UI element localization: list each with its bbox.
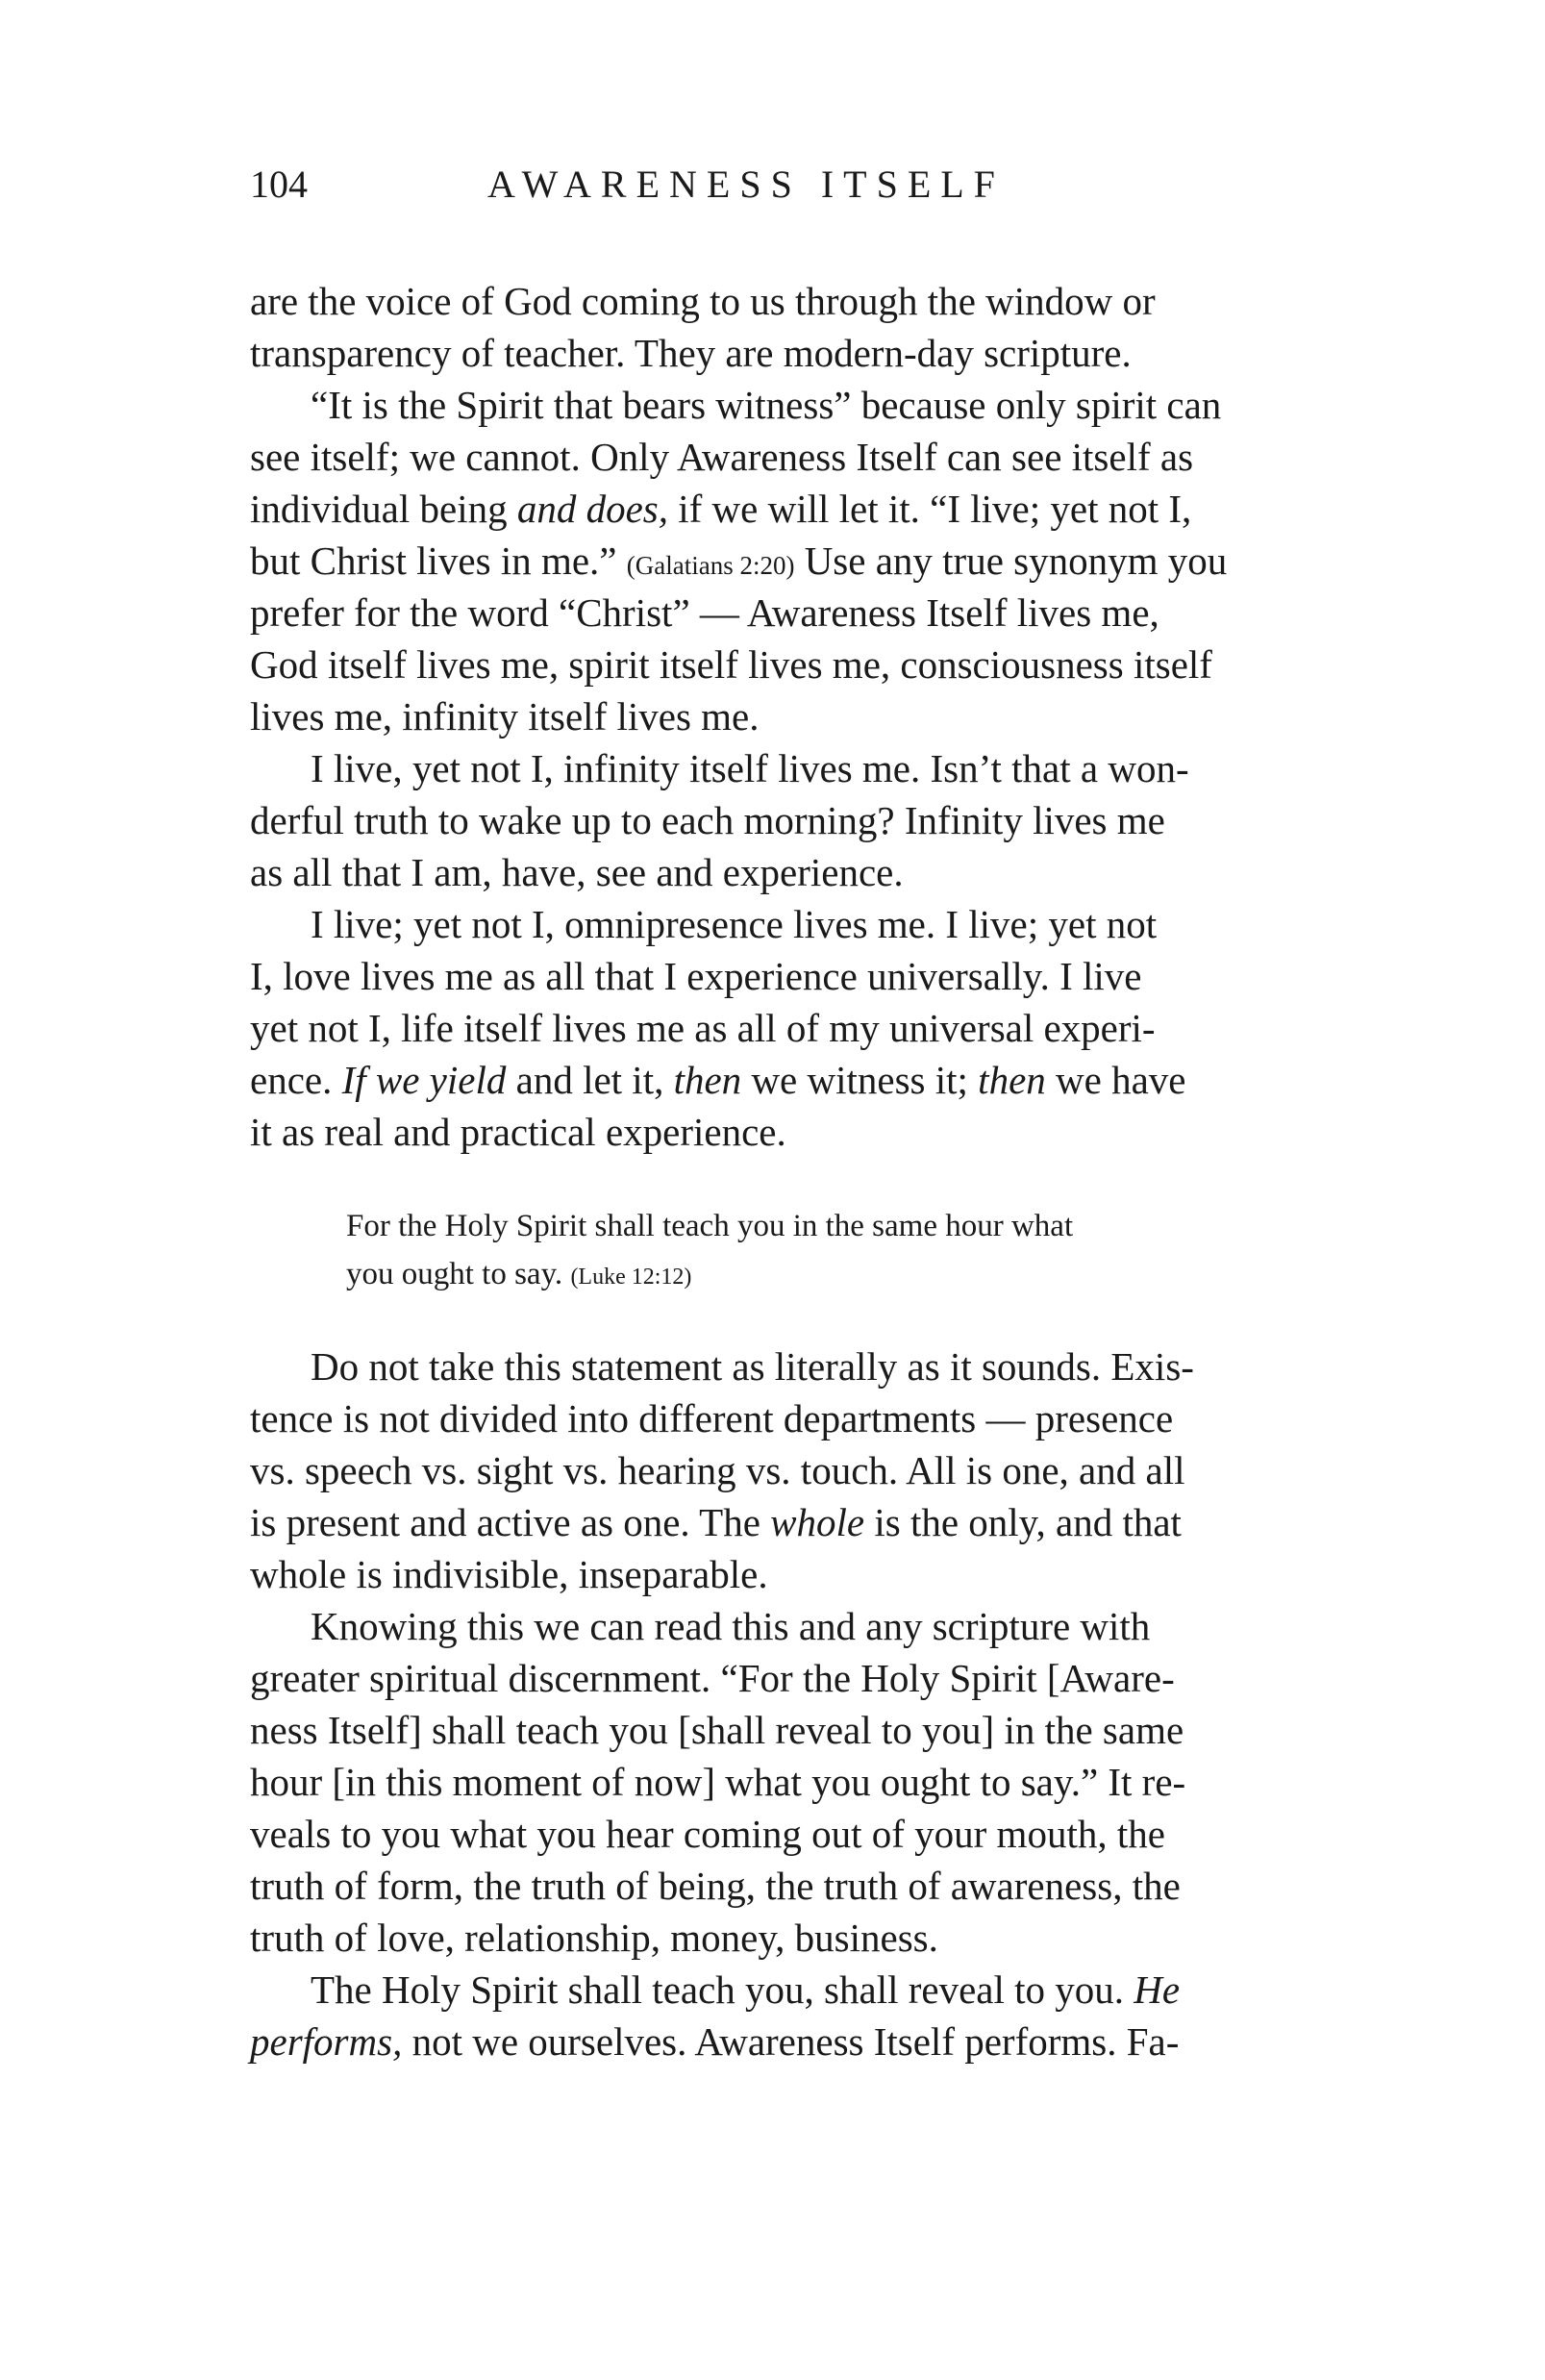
text-line: lives me, infinity itself lives me. (250, 694, 760, 739)
text-line: greater spiritual discernment. “For the Holy Spirit [Aware- (250, 1656, 1175, 1700)
text-line: truth of form, the truth of being, the truth of awareness, the (250, 1864, 1181, 1908)
text-line (250, 535, 1317, 587)
text-run: Use any true synonym you (794, 539, 1228, 583)
text-run: but Christ lives in me.” (250, 539, 627, 583)
text-line: Knowing this we can read this and any scripture with (311, 1604, 1151, 1648)
paragraph (250, 275, 1317, 379)
text-line: vs. speech vs. sight vs. hearing vs. touch. All is one, and all (250, 1448, 1185, 1492)
text-run: and let it, (506, 1058, 674, 1102)
text-line: prefer for the word “Christ” — Awareness Itself lives me, (250, 590, 1159, 635)
paragraph (250, 379, 1317, 742)
text-line: “It is the Spirit that bears witness” because only spirit can (311, 383, 1222, 427)
text-run: individual being (250, 487, 517, 531)
text-run: is the only, and that (864, 1500, 1182, 1544)
block-quote (250, 1202, 1317, 1298)
text-line: I, love lives me as all that I experience universally. I live (250, 954, 1142, 998)
text-line: tence is not divided into different departments — presence (250, 1396, 1174, 1441)
text-line (250, 2016, 1317, 2067)
text-line: derful truth to wake up to each morning? Infinity lives me (250, 798, 1165, 842)
text-run: we witness it; (741, 1058, 979, 1102)
text-line: I live, yet not I, infinity itself lives me. Isn’t that a won- (311, 746, 1189, 790)
paragraph (250, 1340, 1317, 1600)
text-line (250, 1496, 1317, 1548)
text-line: as all that I am, have, see and experience. (250, 850, 904, 894)
text-line: I live; yet not I, omnipresence lives me. I live; yet not (311, 902, 1158, 946)
text-line: transparency of teacher. They are modern-day scripture. (250, 331, 1132, 375)
text-run: The Holy Spirit shall teach you, shall reveal to you. (311, 1967, 1134, 2012)
text-run: ence. (250, 1058, 342, 1102)
text-line: whole is indivisible, inseparable. (250, 1552, 768, 1596)
emphasis: then (978, 1058, 1046, 1102)
paragraph (250, 898, 1317, 1158)
body-text (250, 275, 1317, 2067)
paragraph (250, 742, 1317, 898)
emphasis: performs, (250, 2019, 403, 2064)
paragraph (250, 1964, 1317, 2067)
emphasis: and does, (516, 487, 669, 531)
text-run: not we ourselves. Awareness Itself performs. Fa- (402, 2019, 1180, 2064)
text-line (250, 1054, 1317, 1106)
emphasis: whole (770, 1500, 865, 1544)
text-line (250, 483, 1317, 535)
text-line: yet not I, life itself lives me as all of my universal experi- (250, 1006, 1156, 1050)
quote-line: For the Holy Spirit shall teach you in the same hour what (346, 1209, 1074, 1243)
text-line: are the voice of God coming to us through the window or (250, 279, 1156, 323)
paragraph (250, 1600, 1317, 1964)
text-line (250, 1964, 1317, 2016)
text-run: if we will let it. “I live; yet not I, (668, 487, 1192, 531)
scripture-citation: (Luke 12:12) (570, 1265, 692, 1290)
text-line: Do not take this statement as literally as it sounds. Exis- (311, 1344, 1194, 1389)
book-title: AWARENESS ITSELF (487, 163, 1005, 206)
page-number: 104 (250, 163, 308, 206)
text-run: is present and active as one. The (250, 1500, 771, 1544)
emphasis: then (673, 1058, 742, 1102)
text-line: ness Itself] shall teach you [shall reveal to you] in the same (250, 1708, 1184, 1752)
text-line: truth of love, relationship, money, business. (250, 1916, 938, 1960)
text-line: veals to you what you hear coming out of your mouth, the (250, 1812, 1165, 1856)
text-run: you ought to say. (346, 1257, 571, 1291)
text-line: see itself; we cannot. Only Awareness Itself can see itself as (250, 435, 1194, 479)
text-line: it as real and practical experience. (250, 1110, 786, 1154)
text-run: we have (1045, 1058, 1186, 1102)
emphasis: If we yield (341, 1058, 507, 1102)
emphasis: He (1134, 1967, 1181, 2012)
scripture-citation: (Galatians 2:20) (626, 551, 795, 580)
quote-line (346, 1250, 1317, 1298)
running-head (250, 156, 1308, 213)
text-line: God itself lives me, spirit itself lives me, consciousness itself (250, 642, 1212, 687)
text-line: hour [in this moment of now] what you ought to say.” It re- (250, 1760, 1186, 1804)
